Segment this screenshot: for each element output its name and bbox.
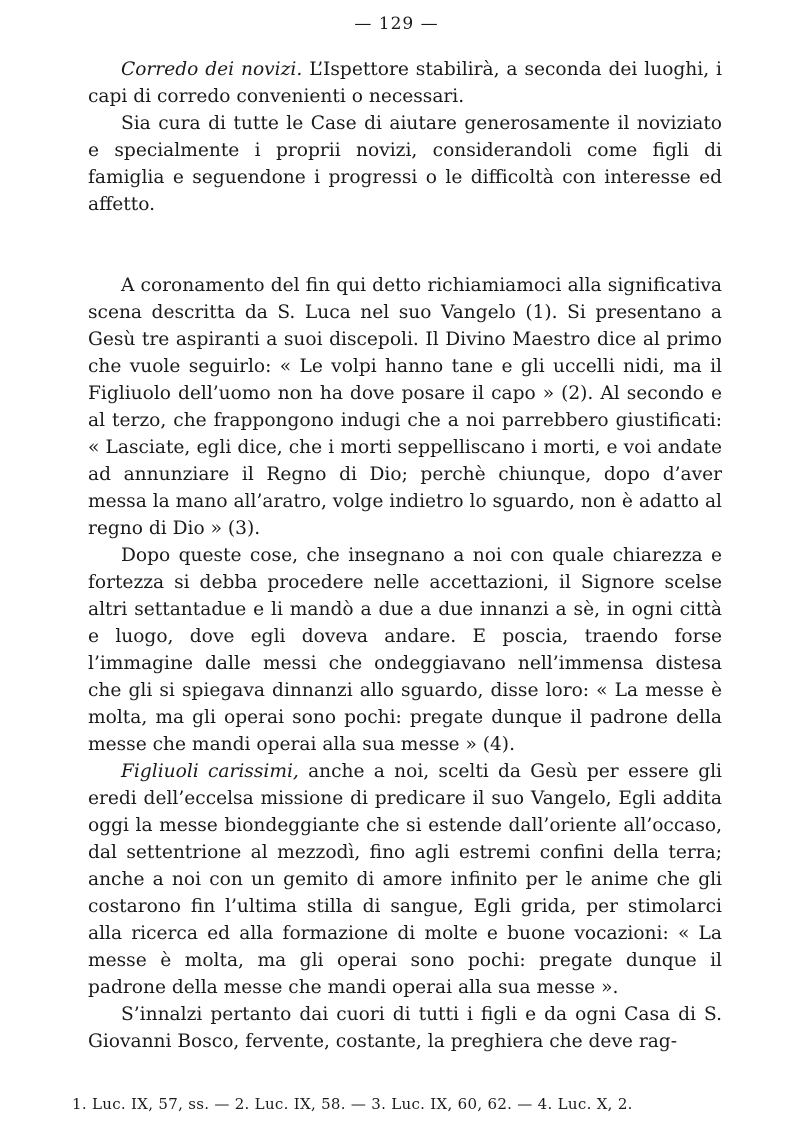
paragraph-text: anche a noi, scelti da Gesù per essere gli eredi dell’eccelsa missione di predicare il suo Vangelo, Egli addita oggi la messe biondeggiante che si estende dall’oriente all’occaso, dal settentrione al mezzodì, fino agli estremi confini della terra; anche a noi con un gemito di amore infinito per le anime che gli costarono fin l’ultima stilla di sangue, Egli grida, per stimolarci alla ricerca ed alla formazione di molte e buone vocazioni: « La messe è molta, ma gli operai sono pochi: pregate dunque il padrone della messe che mandi operai alla sua messe ». <box>88 761 722 998</box>
footnotes: 1. Luc. IX, 57, ss. — 2. Luc. IX, 58. — 3. Luc. IX, 60, 62. — 4. Luc. X, 2. <box>72 1095 633 1113</box>
paragraph-corredo <box>88 56 722 110</box>
paragraph-figliuoli <box>88 758 722 1001</box>
paragraph-text: Dopo queste cose, che insegnano a noi con quale chiarezza e fortezza si debba procedere nelle accettazioni, il Signore scelse altri settantadue e li mandò a due a due innanzi a sè, in ogni città e luogo, dove egli doveva andare. E poscia, traendo forse l’immagine dalle messi che ondeggiavano nell’immensa distesa che gli si spiegava dinnanzi allo sguardo, disse loro: « La messe è molta, ma gli operai sono pochi: pregate dunque il padrone della messe che mandi operai alla sua messe » (4). <box>88 545 722 755</box>
paragraph-cura <box>88 110 722 218</box>
page-number: — 129 — <box>354 14 439 34</box>
paragraph-text: S’innalzi pertanto dai cuori di tutti i figli e da ogni Casa di S. Giovanni Bosco, fervente, costante, la preghiera che deve rag- <box>88 1004 722 1052</box>
paragraph-text: L’Ispettore stabilirà, a seconda dei luoghi, i capi di corredo convenienti o necessari. <box>88 59 723 107</box>
paragraph-text: A coronamento del fin qui detto richiamiamoci alla significativa scena descritta da S. Luca nel suo Vangelo (1). Si presentano a Gesù tre aspiranti a suoi discepoli. Il Divino Maestro dice al primo che vuole seguirlo: « Le volpi hanno tane e gli uccelli nidi, ma il Figliuolo dell’uomo non ha dove posare il capo » (2). Al secondo e al terzo, che frappongono indugi che a noi parrebbero giustificati: « Lasciate, egli dice, che i morti seppelliscano i morti, e voi andate ad annunziare il Regno di Dio; perchè chiunque, dopo d’aver messa la mano all’aratro, volge indietro lo sguardo, non è adatto al regno di Dio » (3). <box>88 275 722 539</box>
paragraph-dopo <box>88 542 722 758</box>
paragraph-innalzi <box>88 1001 722 1055</box>
paragraph-text: Sia cura di tutte le Case di aiutare generosamente il noviziato e specialmente i proprii novizi, considerandoli come figli di famiglia e seguendone i progressi o le difficoltà con interesse ed affetto. <box>88 113 722 215</box>
paragraph-coronamento <box>88 272 722 542</box>
address-phrase: Figliuoli carissimi, <box>121 761 299 782</box>
run-in-heading: Corredo dei novizi. <box>121 59 303 80</box>
main-text <box>88 56 722 1055</box>
